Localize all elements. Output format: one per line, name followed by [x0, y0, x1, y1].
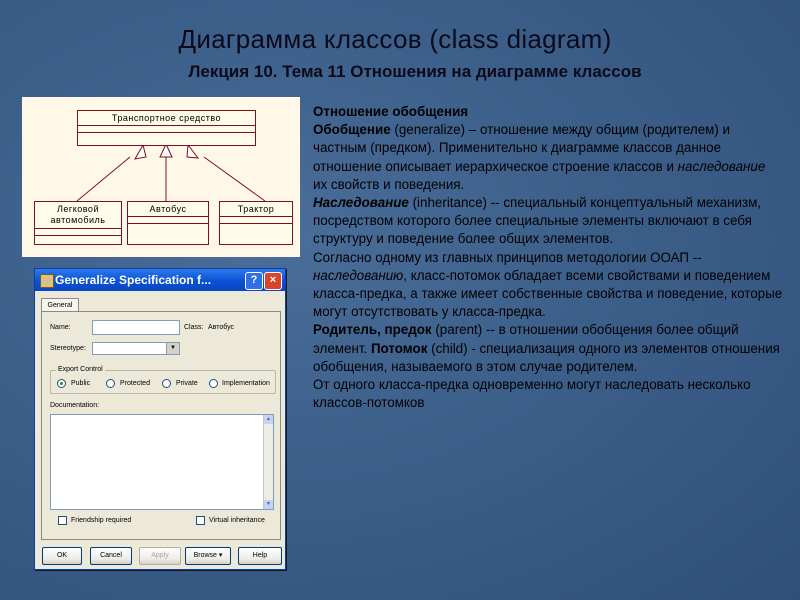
- radio-public[interactable]: [57, 379, 66, 388]
- cancel-button[interactable]: Cancel: [90, 547, 132, 565]
- help-title-button[interactable]: ?: [245, 272, 263, 290]
- term-inheritance-italic: наследованию: [313, 267, 404, 283]
- general-tab-panel: [41, 311, 281, 540]
- text-span: (generalize) – отношение между общим (родителем) и частным (предком). Применительно к диаграмме классов данное отношение описывает иерархическое строение классов и: [313, 122, 731, 174]
- radio-private-label: Private: [176, 380, 198, 387]
- class-attributes-compartment: [78, 126, 255, 133]
- dialog-title: Generalize Specification f...: [55, 273, 212, 287]
- term-parent: Родитель, предок: [313, 322, 432, 338]
- text-span: их свойств и поведения.: [313, 176, 465, 192]
- class-label: Class:: [184, 324, 204, 331]
- radio-protected-label: Protected: [120, 380, 150, 387]
- app-icon: [40, 274, 54, 288]
- chevron-down-icon[interactable]: ▼: [166, 343, 179, 354]
- class-name: Транспортное средство: [78, 111, 255, 126]
- radio-protected[interactable]: [106, 379, 115, 388]
- apply-button[interactable]: Apply: [139, 547, 181, 565]
- term-child: Потомок: [370, 340, 428, 356]
- generalize-specification-dialog: [34, 268, 286, 570]
- documentation-label: Documentation:: [50, 402, 100, 409]
- radio-implementation-label: Implementation: [222, 380, 270, 387]
- name-label: Name:: [50, 324, 71, 331]
- class-value: Автобус: [208, 324, 235, 331]
- name-input[interactable]: [92, 320, 180, 335]
- term-inheritance: Наследование: [313, 195, 409, 211]
- class-attributes-compartment: [35, 229, 121, 236]
- browse-button[interactable]: Browse ▾: [185, 547, 231, 565]
- close-button[interactable]: ×: [264, 272, 282, 290]
- friendship-required-checkbox[interactable]: [58, 516, 67, 525]
- radio-implementation[interactable]: [209, 379, 218, 388]
- class-box-parent: [77, 110, 256, 146]
- documentation-scrollbar[interactable]: [263, 415, 273, 509]
- term-inheritance-italic: наследование: [677, 158, 766, 174]
- text-span: (inheritance) -- специальный концептуальный механизм, посредством которого более специальные элементы включают в себя структуру и поведение более общих элементов.: [313, 195, 762, 247]
- uml-class-diagram: [22, 97, 300, 257]
- text-span: (child) - специализация одного из элементов отношения обобщения, называемого в этом случае родителем.: [313, 340, 780, 374]
- scroll-down-arrow-icon[interactable]: ▼: [264, 500, 273, 509]
- text-span: Согласно одному из главных принципов методологии ООАП --: [313, 249, 702, 265]
- text-heading: Отношение обобщения: [313, 104, 469, 119]
- term-generalize: Обобщение: [313, 122, 391, 138]
- dialog-title-bar[interactable]: [35, 269, 285, 291]
- slide-title: Диаграмма классов (class diagram): [178, 24, 612, 54]
- virtual-inheritance-label: Virtual inheritance: [209, 517, 265, 524]
- export-control-group: [50, 366, 276, 394]
- class-name: Легковой автомобиль: [35, 202, 121, 229]
- stereotype-select[interactable]: [92, 342, 180, 355]
- radio-private[interactable]: [162, 379, 171, 388]
- class-name: Трактор: [220, 202, 292, 217]
- radio-public-label: Public: [71, 380, 91, 387]
- paragraph-inheritance: [313, 194, 783, 249]
- virtual-inheritance-checkbox[interactable]: [196, 516, 205, 525]
- ok-button[interactable]: OK: [42, 547, 82, 565]
- text-span: , класс-потомок обладает всеми свойствами и поведением класса-предка, а также имеет собственные свойства и поведение, которые могут отсутствовать у класса-предка.: [313, 267, 783, 320]
- class-box-bus: [127, 201, 209, 245]
- documentation-textarea[interactable]: [50, 414, 274, 510]
- paragraph-principle: [313, 249, 783, 322]
- stereotype-label: Stereotype:: [50, 345, 86, 352]
- class-box-car: [34, 201, 122, 245]
- paragraph-multiple-children: От одного класса-предка одновременно могут наследовать несколько классов-потомков: [313, 377, 751, 411]
- help-button[interactable]: Help: [238, 547, 282, 565]
- class-box-tractor: [219, 201, 293, 245]
- lecture-text: [313, 103, 783, 412]
- slide-subtitle: Лекция 10. Тема 11 Отношения на диаграмме классов: [188, 62, 642, 81]
- text-span: (parent) -- в отношении обобщения более общий элемент.: [313, 322, 739, 356]
- friendship-required-label: Friendship required: [71, 517, 132, 524]
- tab-general[interactable]: General: [41, 298, 79, 312]
- class-attributes-compartment: [128, 217, 208, 224]
- class-name: Автобус: [128, 202, 208, 217]
- paragraph-parent-child: [313, 321, 783, 376]
- export-control-label: Export Control: [58, 366, 103, 373]
- paragraph-generalize: [313, 121, 783, 194]
- class-attributes-compartment: [220, 217, 292, 224]
- scroll-up-arrow-icon[interactable]: ▲: [264, 415, 273, 424]
